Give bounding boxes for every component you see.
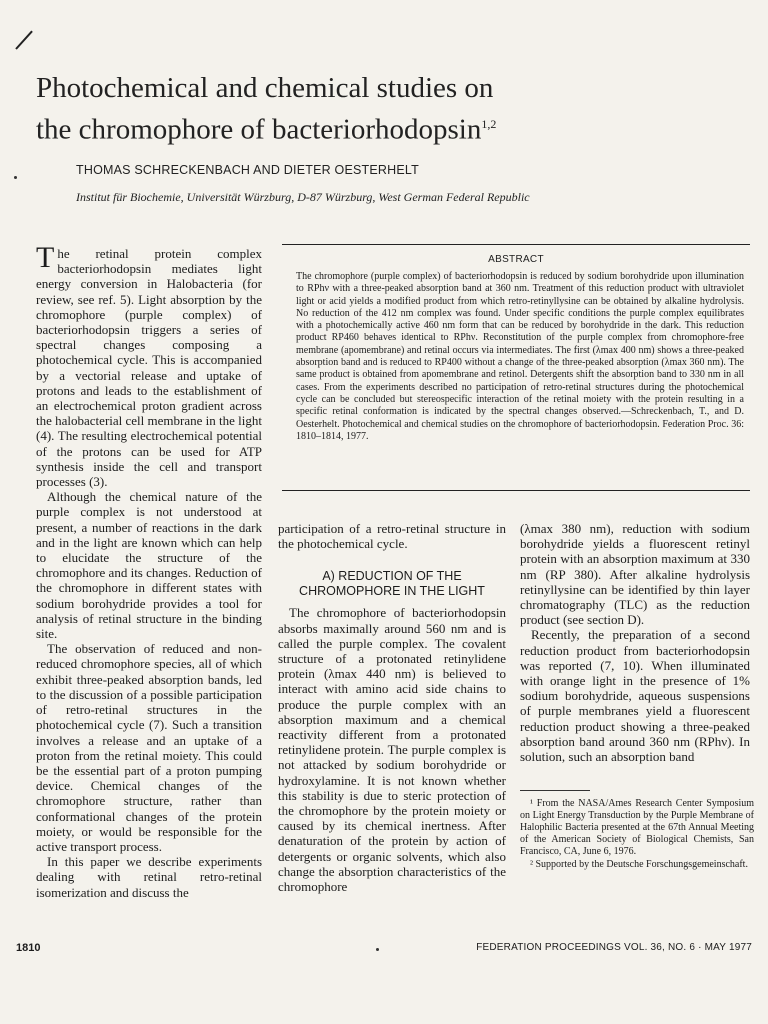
right-paragraph-1: (λmax 380 nm), reduction with sodium borohydride yields a fluorescent retinyl protein with an absorption maximum at 330 nm (RP 380). After alkaline hydrolysis retinyllysine can be identified by thin layer chromatography (TLC) as the reduction product (see section D).	[520, 521, 750, 628]
intro-text: he retinal protein complex bacteriorhodopsin mediates light energy conversion in Halobacteria (for review, see ref. 5). Light absorption by the chromophore (purple complex) of bacteriorhodopsin triggers a series of spectral changes composing a photochemical cycle. This is accompanied by a vectorial release and uptake of protons and leads to the establishment of an electrochemical proton gradient across the halobacterial cell membrane in the light (4). The resulting electrochemical potential of the protons can be used for ATP synthesis inside the cell and transport processes (3).	[36, 246, 262, 490]
title-line-2: the chromophore of bacteriorhodopsin	[36, 113, 482, 146]
footnotes	[520, 798, 754, 872]
paragraph-3: The observation of reduced and non-reduced chromophore species, all of which exhibit three-peaked absorption bands, led to the discussion of a possible participation of retro-retinal structures in the photochemical cycle (7). Such a transition involves a release and an uptake of a proton from the retinal moiety. This could be the essential part of a proton pumping device. Chemical changes of the chromophore structure, rather than conformational changes of the protein moiety, or would be responsible for the active transport process.	[36, 641, 262, 854]
article-title	[36, 70, 716, 148]
middle-intro: participation of a retro-retinal structure in the photochemical cycle.	[278, 521, 506, 552]
left-column	[36, 241, 262, 900]
title-footnote-marker: 1,2	[481, 117, 497, 131]
page-number: 1810	[16, 942, 41, 954]
author-list: THOMAS SCHRECKENBACH AND DIETER OESTERHELT	[76, 163, 419, 177]
paragraph-2: Although the chemical nature of the purple complex is not understood at present, a number of reactions in the dark and in the light are known which can help to elucidate the structure of the chromophore and its changes. Reduction of the chromophore in different states with sodium borohydride provides a tool for analysis of retinal structure in the binding site.	[36, 489, 262, 642]
pen-mark	[15, 30, 33, 49]
abstract-text: The chromophore (purple complex) of bacteriorhodopsin is reduced by sodium borohydride upon illumination to RPhν with a three-peaked absorption band at 360 nm. Treatment of this reduction product with ultraviolet light or acid yields a modified product from which retro-retinyllysine can be obtained by alkaline hydrolysis. No reduction of the 412 nm complex was found. Under specific conditions the purple complex equilibrates with a photochemically active 460 nm form that can be reduced by borohydride in the dark. This reduction product RP460 behaves identical to RPhν. Reconstitution of the purple complex from chromophore-free membrane (apomembrane) and retinal occurs via intermediates. The first (λmax 400 nm) shows a three-peaked absorption band and is reduced to RP400 without a change of the three-peaked absorption (λmax 360 nm). The same product is obtained from apomembrane and retinol. Detergents shift the absorption band to 330 nm in all cases. From the experiments described no participation of retro-retinal structures during the photochemical cycle can be concluded but stereospecific interaction of the retinal moiety with the protein resulting in a specific retinal conformation is indicated by the spectral changes observed.—Schreckenbach, T., and D. Oesterhelt. Photochemical and chemical studies on the chromophore of bacteriorhodopsin. Federation Proc. 36: 1810–1814, 1977.	[296, 271, 744, 442]
footnote-1: ¹ From the NASA/Ames Research Center Symposium on Light Energy Transduction by the Purple Membrane of Halophilic Bacteria presented at the 67th Annual Meeting of the American Society of Biological Chemists, San Francisco, CA, June 6, 1976.	[520, 798, 754, 857]
middle-column	[278, 521, 506, 894]
abstract-box	[282, 244, 750, 491]
paragraph-4: In this paper we describe experiments dealing with retinal retro-retinal isomerization and discuss the	[36, 854, 262, 900]
drop-cap: T	[36, 241, 55, 274]
abstract-bottom-rule	[282, 490, 750, 491]
abstract-heading: ABSTRACT	[488, 254, 544, 265]
footnote-rule	[520, 790, 590, 791]
footer-dot	[376, 948, 379, 951]
footnote-2: ² Supported by the Deutsche Forschungsgemeinschaft.	[530, 859, 748, 870]
intro-paragraph	[36, 241, 262, 490]
right-column	[520, 521, 750, 764]
journal-footer: FEDERATION PROCEEDINGS VOL. 36, NO. 6 · MAY 1977	[476, 942, 752, 953]
right-paragraph-2: Recently, the preparation of a second reduction product from bacteriorhodopsin was reported (7, 10). When illuminated with orange light in the presence of 1% sodium borohydride, aqueous suspensions of purple membranes yield a fluorescent reduction product showing a three-peaked absorption band around 360 nm (RPhν). In solution, such an absorption band	[520, 627, 750, 765]
section-paragraph: The chromophore of bacteriorhodopsin absorbs maximally around 560 nm and is called the purple complex. The covalent structure of a protonated retinylidene protein (λmax 440 nm) is believed to interact with amino acid side chains to produce the purple complex with an absorption maximum and a chemical reactivity different from a protonated retinylidene protein. The purple complex is not attacked by sodium borohydride or hydroxylamine. It is not known whether this stability is due to steric protection of the chromophore by the protein moiety or caused by its chemical inertness. After denaturation of the protein by action of detergents or organic solvents, which also change the absorption characteristics of the chromophore	[278, 605, 506, 895]
affiliation: Institut für Biochemie, Universität Würzburg, D-87 Würzburg, West German Federal Republic	[76, 190, 530, 204]
margin-dot	[14, 176, 17, 179]
section-heading: A) REDUCTION OF THE CHROMOPHORE IN THE LIGHT	[299, 569, 485, 599]
title-line-1: Photochemical and chemical studies on	[36, 72, 494, 104]
